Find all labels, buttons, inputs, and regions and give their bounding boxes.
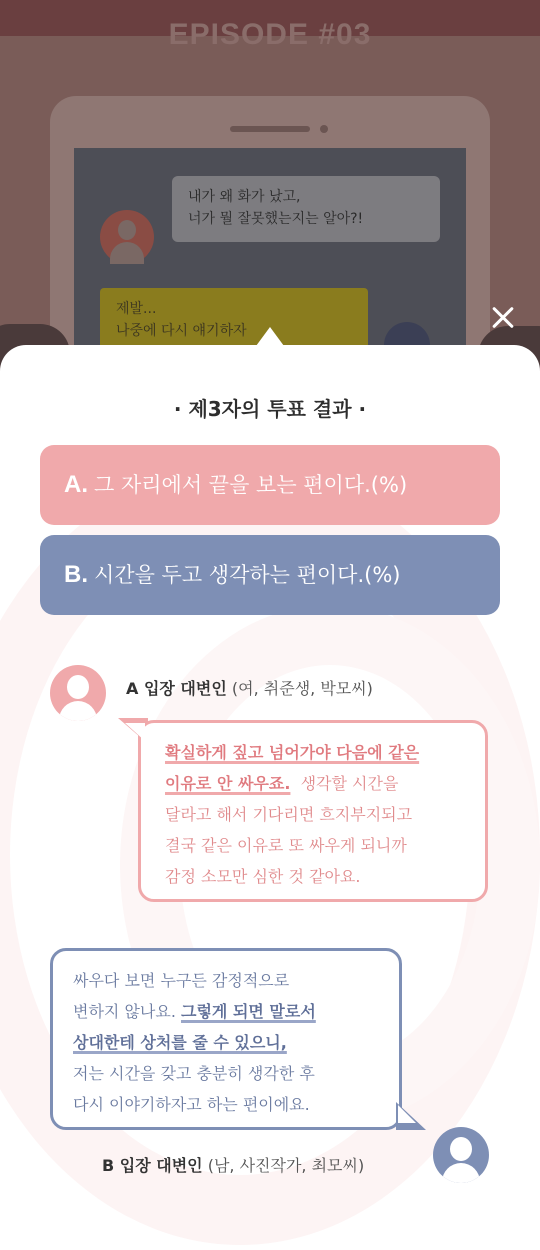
highlight-text: 확실하게 짚고 넘어가야 다음에 같은 xyxy=(165,743,420,762)
chat-line: 내가 왜 화가 났고, xyxy=(188,189,301,205)
episode-title: EPISODE #03 xyxy=(168,18,372,51)
close-button[interactable] xyxy=(486,300,520,334)
body-text: 변하지 않나요. xyxy=(73,1002,176,1021)
vote-title: · 제3자의 투표 결과 · xyxy=(173,397,367,421)
body-text: 다시 이야기하자고 하는 편이에요. xyxy=(73,1095,310,1114)
bubble-tail-inner xyxy=(398,1105,416,1123)
highlight-text: 그렇게 되면 말로서 xyxy=(181,1002,316,1021)
option-letter: A. xyxy=(64,471,88,498)
speaker-b-bubble xyxy=(50,948,402,1130)
phone-speaker xyxy=(230,126,310,132)
speaker-info: (여, 취준생, 박모씨) xyxy=(231,679,373,698)
vote-option-b[interactable] xyxy=(40,535,500,615)
vote-result-sheet xyxy=(0,345,540,1250)
avatar-a-icon xyxy=(50,665,106,721)
highlight-text: 상대한테 상처를 줄 수 있으니, xyxy=(73,1033,287,1052)
option-letter: B. xyxy=(64,561,88,588)
speaker-name: B 입장 대변인 xyxy=(102,1156,203,1175)
option-text: 그 자리에서 끝을 보는 편이다.(%) xyxy=(94,473,408,497)
body-text: 싸우다 보면 누구든 감정적으로 xyxy=(73,971,290,990)
option-text: 시간을 두고 생각하는 편이다.(%) xyxy=(94,563,401,587)
avatar-b-icon xyxy=(433,1127,489,1183)
speaker-a-bubble xyxy=(138,720,488,902)
speaker-a-label xyxy=(126,676,373,699)
body-text: 생각할 시간을 xyxy=(300,774,399,793)
chat-bubble-received xyxy=(172,176,440,242)
body-text: 감정 소모만 심한 것 같아요. xyxy=(165,867,361,886)
bubble-tail-inner xyxy=(125,723,145,741)
vote-option-a[interactable] xyxy=(40,445,500,525)
speaker-name: A 입장 대변인 xyxy=(126,679,227,698)
chat-line: 나중에 다시 얘기하자 xyxy=(116,323,247,339)
chat-avatar-icon xyxy=(100,210,154,264)
body-text: 저는 시간을 갖고 충분히 생각한 후 xyxy=(73,1064,315,1083)
speaker-b-label xyxy=(102,1153,364,1176)
chat-line: 너가 뭘 잘못했는지는 알아?! xyxy=(188,211,364,227)
speaker-info: (남, 사진작가, 최모씨) xyxy=(207,1156,365,1175)
body-text: 결국 같은 이유로 또 싸우게 되니까 xyxy=(165,836,407,855)
chat-line: 제발... xyxy=(116,301,157,317)
highlight-text: 이유로 안 싸우죠. xyxy=(165,774,291,793)
phone-camera xyxy=(320,125,328,133)
body-text: 달라고 해서 기다리면 흐지부지되고 xyxy=(165,805,413,824)
sheet-pointer xyxy=(256,327,284,346)
